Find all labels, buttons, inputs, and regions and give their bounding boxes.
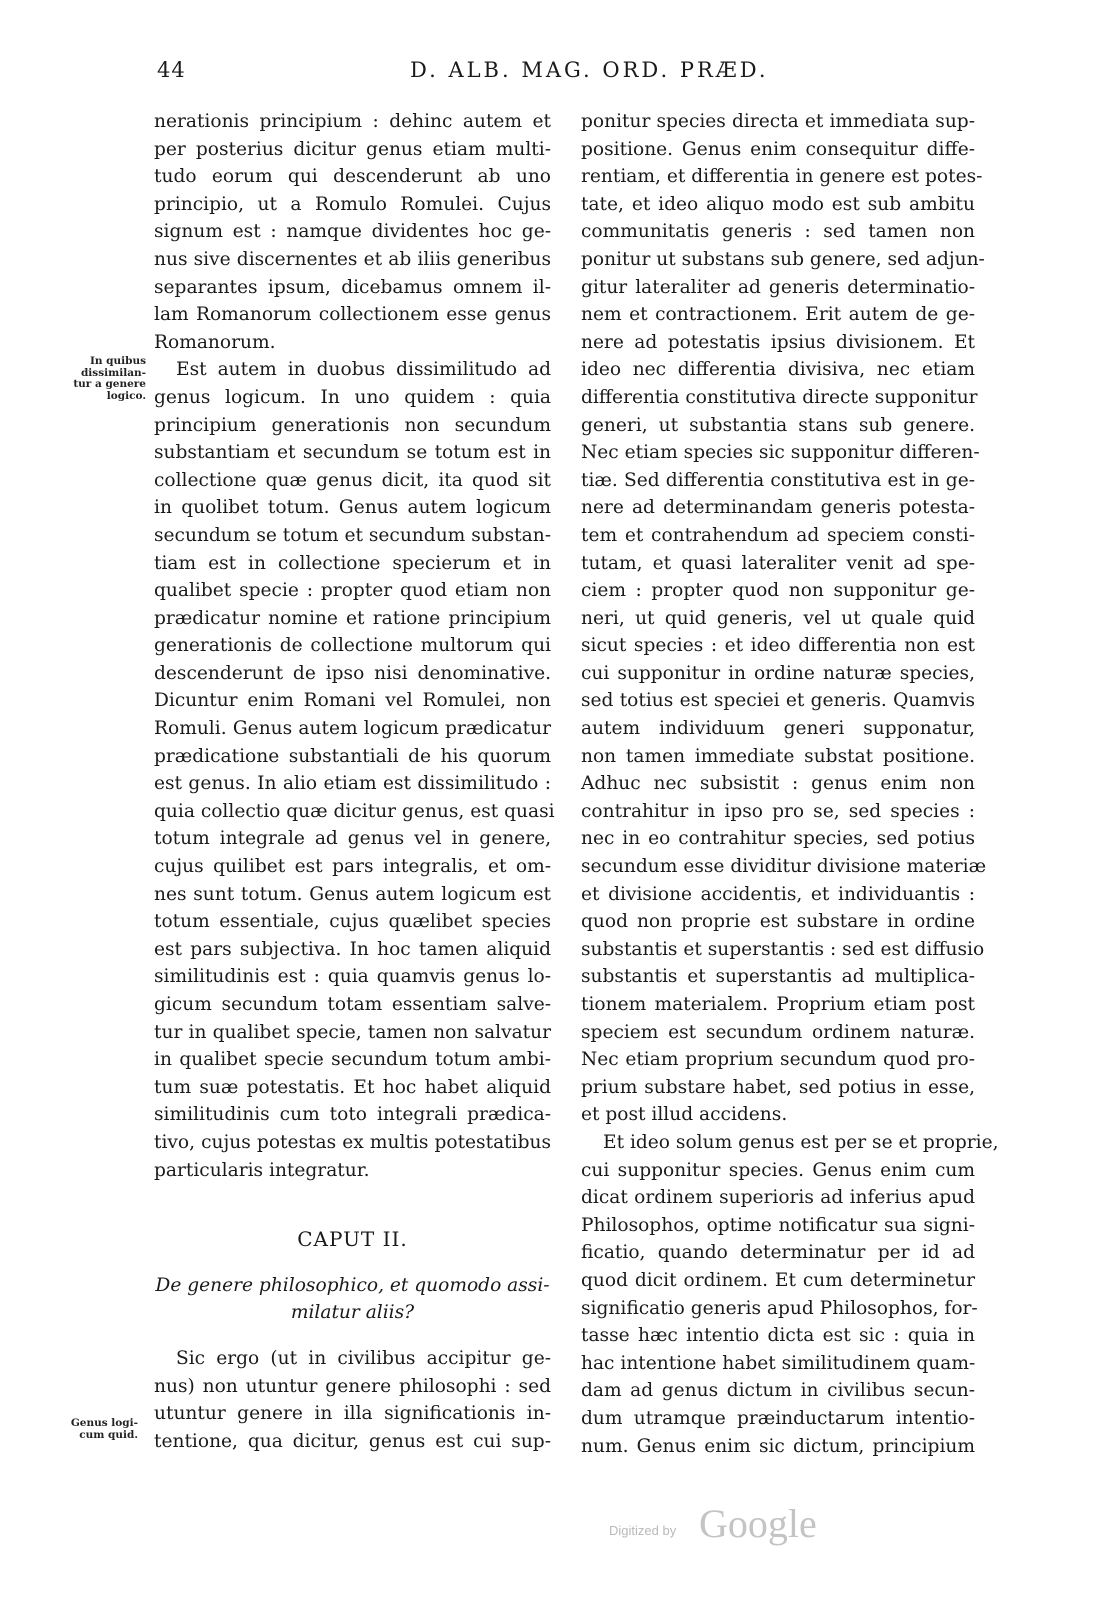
page-header [0, 58, 1096, 90]
text-line: communitatis generis : sed tamen non [581, 221, 975, 243]
text-line: Est autem in duobus dissimilitudo ad [176, 359, 551, 381]
text-line: totum integrale ad genus vel in genere, [154, 828, 551, 850]
text-line: generi, ut substantia stans sub genere. [581, 414, 975, 436]
paragraph [154, 108, 551, 356]
text-line: tivo, cujus potestas ex multis potestatibus [154, 1131, 551, 1153]
margin-note-line: In quibus [89, 355, 146, 367]
text-line: prædicatione substantiali de his quorum [154, 745, 551, 767]
subtitle-line: De genere philosophico, et quomodo assi- [155, 1274, 550, 1296]
text-line: Romuli. Genus autem logicum prædicatur [154, 718, 551, 740]
text-line: genus logicum. In uno quidem : quia [154, 386, 551, 408]
text-line: Philosophos, optime notificatur sua signi- [581, 1214, 975, 1236]
text-line: differentia constitutiva directe supponitur [581, 386, 978, 408]
text-line: Nec etiam species sic supponitur differen- [581, 442, 980, 464]
text-line: per posterius dicitur genus etiam multi- [154, 138, 551, 160]
text-line: nem et contractionem. Erit autem de ge- [581, 304, 975, 326]
text-line: nere ad potestatis ipsius divisionem. Et [581, 331, 975, 353]
text-line: totum essentiale, cujus quælibet species [154, 911, 551, 933]
text-line: descenderunt de ipso nisi denominative. [154, 662, 551, 684]
text-line: lam Romanorum collectionem esse genus [154, 304, 551, 326]
text-line: principio, ut a Romulo Romulei. Cujus [154, 193, 551, 215]
text-line: ponitur species directa et immediata sup- [581, 111, 975, 132]
text-line: Et ideo solum genus est per se et proprie, [603, 1131, 999, 1153]
text-line: secundum se totum et secundum substan- [154, 524, 551, 546]
chapter-subtitle [154, 1272, 551, 1327]
text-line: Romanorum. [154, 331, 276, 353]
text-line: non tamen immediate substat positione. [581, 745, 975, 767]
text-line: quod non proprie est substare in ordine [581, 911, 975, 933]
text-line: et post illud accidens. [581, 1104, 788, 1126]
chapter-heading: CAPUT II. [297, 1227, 408, 1252]
text-line: positione. Genus enim consequitur diffe- [581, 138, 975, 160]
margin-note-line: logico. [106, 389, 146, 402]
margin-note-genus-logicum [46, 1418, 138, 1441]
text-line: particularis integratur. [154, 1159, 370, 1181]
text-line: est genus. In alio etiam est dissimilitudo : [154, 773, 551, 795]
text-line: cui supponitur in ordine naturæ species, [581, 662, 975, 684]
text-line: cujus quilibet est pars integralis, et om- [154, 856, 551, 878]
paragraph [581, 1129, 999, 1460]
text-line: gicum secundum totam essentiam salve- [154, 994, 551, 1015]
margin-note-line: Genus logi- [70, 1417, 138, 1429]
text-line: generationis de collectione multorum qui [154, 635, 551, 657]
text-line: similitudinis est : quia quamvis genus lo- [154, 966, 551, 988]
text-line: Adhuc nec subsistit : genus enim non [581, 773, 975, 795]
text-line: neri, ut quid generis, vel ut quale quid [581, 607, 975, 629]
text-line: signum est : namque dividentes hoc ge- [154, 221, 551, 243]
text-line: tiam est in collectione specierum et in [154, 552, 551, 574]
margin-note-line: tur a genere [73, 378, 146, 390]
text-line: similitudinis cum toto integrali prædica- [154, 1104, 551, 1126]
text-line: substantis et superstantis ad multiplica- [581, 966, 975, 988]
paragraph [581, 108, 987, 1129]
text-line: ciem : propter quod non supponitur ge- [581, 580, 975, 602]
text-line: nec in eo contrahitur species, sed potius [581, 828, 975, 850]
text-line: principium generationis non secundum [154, 414, 551, 436]
text-line: substantiam et secundum se totum est in [154, 442, 551, 464]
text-line: separantes ipsum, dicebamus omnem il- [154, 276, 551, 298]
text-line: nus) non utuntur genere philosophi : sed [154, 1375, 551, 1397]
text-line: prium substare habet, sed potius in esse, [581, 1076, 975, 1098]
text-line: gitur lateraliter ad generis determinatio- [581, 276, 975, 298]
text-line: tate, et ideo aliquo modo est sub ambitu [581, 193, 975, 215]
text-line: tionem materialem. Proprium etiam post [581, 994, 975, 1015]
text-line: tem et contrahendum ad speciem consti- [581, 524, 975, 546]
text-line: sed totius est speciei et generis. Quamvis [581, 690, 975, 712]
digitized-by-google-watermark [609, 1500, 839, 1548]
text-line: Sic ergo (ut in civilibus accipitur ge- [176, 1347, 551, 1369]
margin-note-line: cum quid. [79, 1428, 138, 1441]
right-column [581, 108, 999, 1460]
text-line: Nec etiam proprium secundum quod pro- [581, 1049, 975, 1071]
digitized-label: Digitized by [609, 1523, 677, 1538]
page-number: 44 [157, 58, 186, 82]
text-line: dicat ordinem superioris ad inferius apud [581, 1187, 975, 1209]
text-line: num. Genus enim sic dictum, principium [581, 1435, 975, 1457]
text-line: tur in qualibet specie, tamen non salvatur [154, 1021, 551, 1043]
text-line: nere ad determinandam generis potesta- [581, 497, 975, 519]
text-line: dum utramque præinductarum intentio- [581, 1407, 975, 1429]
text-line: substantis et superstantis : sed est diffusio [581, 938, 985, 960]
text-line: autem individuum generi supponatur, [581, 718, 975, 740]
text-line: hac intentione habet similitudinem quam- [581, 1352, 976, 1374]
left-column [154, 108, 555, 1455]
text-line: tentione, qua dicitur, genus est cui sup- [154, 1430, 551, 1452]
text-line: in quolibet totum. Genus autem logicum [154, 497, 551, 519]
text-line: nus sive discernentes et ab iliis generibus [154, 248, 551, 270]
running-title: D. ALB. MAG. ORD. PRÆD. [410, 58, 769, 82]
text-line: quod dicit ordinem. Et cum determinetur [581, 1269, 975, 1291]
text-line: quia collectio quæ dicitur genus, est quasi [154, 800, 555, 822]
text-line: tudo eorum qui descenderunt ab uno [154, 166, 551, 188]
margin-note-dissimilitude [54, 356, 146, 402]
text-line: tutam, et quasi lateraliter venit ad spe- [581, 552, 975, 574]
text-line: contrahitur in ipso pro se, sed species : [581, 800, 975, 822]
subtitle-line: milatur aliis? [290, 1302, 415, 1324]
text-line: secundum esse dividitur divisione materiæ [581, 856, 987, 878]
text-line: tum suæ potestatis. Et hoc habet aliquid [154, 1076, 551, 1098]
text-line: cui supponitur species. Genus enim cum [581, 1159, 975, 1181]
text-line: Dicuntur enim Romani vel Romulei, non [154, 690, 551, 712]
text-line: significatio generis apud Philosophos, for- [581, 1297, 978, 1319]
text-line: ideo nec differentia divisiva, nec etiam [581, 359, 975, 381]
text-line: tiæ. Sed differentia constitutiva est in ge- [581, 469, 975, 491]
text-line: dam ad genus dictum in civilibus secun- [581, 1380, 975, 1402]
text-line: ficatio, quando determinatur per id ad [581, 1242, 975, 1264]
text-line: nerationis principium : dehinc autem et [154, 111, 551, 132]
margin-note-line: dissimilan- [80, 366, 146, 379]
text-line: rentiam, et differentia in genere est potes- [581, 166, 983, 188]
text-line: in qualibet specie secundum totum ambi- [154, 1049, 551, 1071]
text-line: qualibet specie : propter quod etiam non [154, 580, 551, 602]
paragraph [154, 1345, 551, 1455]
text-line: prædicatur nomine et ratione principium [154, 607, 551, 629]
text-line: sicut species : et ideo differentia non est [581, 635, 975, 657]
text-line: collectione quæ genus dicit, ita quod sit [154, 469, 551, 491]
text-line: et divisione accidentis, et individuantis : [581, 883, 975, 905]
text-line: speciem est secundum ordinem naturæ. [581, 1021, 975, 1043]
text-line: est pars subjectiva. In hoc tamen aliquid [154, 938, 551, 960]
google-logo: Google [699, 1501, 817, 1546]
text-line: ponitur ut substans sub genere, sed adjun- [581, 248, 985, 270]
text-line: utuntur genere in illa significationis in- [154, 1403, 551, 1425]
text-line: tasse hæc intentio dicta est sic : quia in [581, 1325, 975, 1347]
text-line: nes sunt totum. Genus autem logicum est [154, 883, 551, 905]
paragraph [154, 356, 555, 1184]
